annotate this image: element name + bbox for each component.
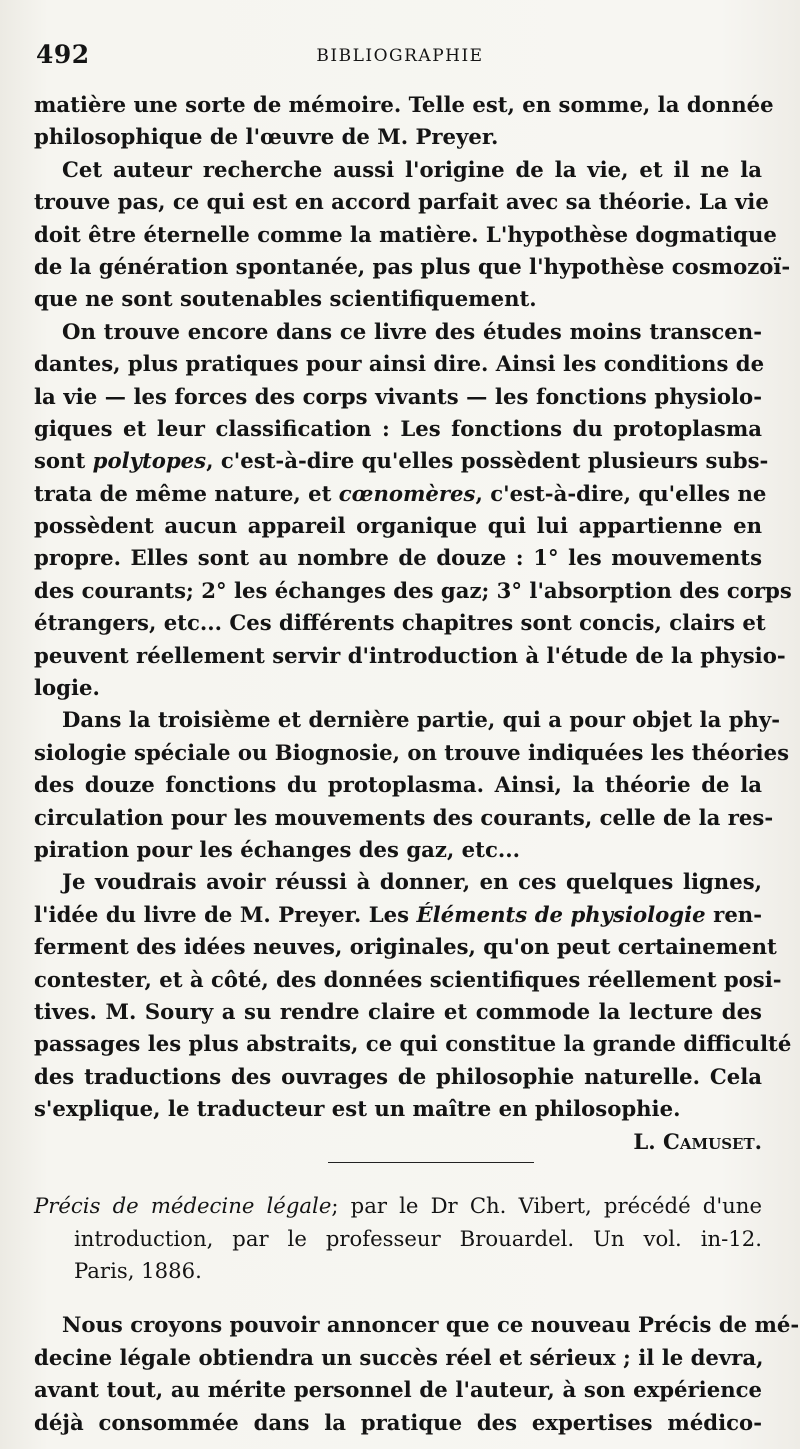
italic-book-title: Éléments de physiologie: [416, 901, 706, 927]
bibliography-entry-line: Paris, 1886.: [74, 1258, 202, 1284]
text-line: peuvent réellement servir d'introduction à l'étude de la physio-: [34, 642, 786, 668]
bibliography-text: ; par le Dr Ch. Vibert, précédé d'une: [331, 1193, 762, 1219]
spacer: [34, 1287, 762, 1309]
text-line: contester, et à côté, des données scientifiques réellement posi-: [34, 966, 782, 992]
text-line: [34, 478, 767, 510]
text-line: doit être éternelle comme la matière. L'hypothèse dogmatique: [34, 221, 777, 247]
text-line: giques et leur classification : Les fonctions du protoplasma: [34, 415, 762, 441]
text-line: Je voudrais avoir réussi à donner, en ces quelques lignes,: [62, 869, 762, 895]
reviewer-signature: L. Camuset.: [633, 1128, 762, 1154]
text-line: de la génération spontanée, pas plus que l'hypothèse cosmozoï-: [34, 253, 791, 279]
text-fragment: , c'est-à-dire, qu'elles ne: [475, 480, 767, 506]
text-fragment: trata de même nature, et: [34, 480, 339, 506]
text-fragment: , c'est-à-dire qu'elles possèdent plusieurs subs-: [206, 448, 769, 474]
text-line: trouve pas, ce qui est en accord parfait avec sa théorie. La vie: [34, 189, 769, 215]
text-line: philosophique de l'œuvre de M. Preyer.: [34, 124, 499, 150]
text-line: que ne sont soutenables scientifiquement.: [34, 286, 537, 312]
italic-term: polytopes: [92, 448, 207, 474]
text-line: ferment des idées neuves, originales, qu'on peut certainement: [34, 934, 777, 960]
text-line: avant tout, au mérite personnel de l'auteur, à son expérience: [34, 1377, 762, 1403]
text-line: déjà consommée dans la pratique des expertises médico-: [34, 1409, 762, 1435]
page-number: 492: [36, 40, 90, 69]
text-fragment: ren-: [705, 901, 762, 927]
text-fragment: l'idée du livre de M. Preyer. Les: [34, 901, 417, 927]
text-line: la vie — les forces des corps vivants — les fonctions physiolo-: [34, 383, 762, 409]
text-line: decine légale obtiendra un succès réel et sérieux ; il le devra,: [34, 1344, 764, 1370]
text-line: circulation pour les mouvements des courants, celle de la res-: [34, 804, 774, 830]
divider-rule: [328, 1162, 534, 1163]
text-line: passages les plus abstraits, ce qui constitue la grande difficulté: [34, 1031, 792, 1057]
bibliography-entry-line: [34, 1190, 762, 1222]
text-line: Dans la troisième et dernière partie, qui a pour objet la phy-: [62, 707, 781, 733]
text-line: étrangers, etc... Ces différents chapitres sont concis, clairs et: [34, 610, 766, 636]
text-line: propre. Elles sont au nombre de douze : 1° les mouvements: [34, 545, 762, 571]
text-line: tives. M. Soury a su rendre claire et commode la lecture des: [34, 998, 762, 1024]
text-line: siologie spéciale ou Biognosie, on trouve indiquées les théories: [34, 739, 790, 765]
italic-term: cœnomères: [338, 480, 476, 506]
text-line: logie.: [34, 675, 100, 701]
book-title: Précis de médecine légale: [34, 1193, 332, 1219]
text-line: s'explique, le traducteur est un maître en philosophie.: [34, 1096, 681, 1122]
text-line: Cet auteur recherche aussi l'origine de la vie, et il ne la: [62, 156, 762, 182]
text-line: piration pour les échanges des gaz, etc...: [34, 836, 520, 862]
text-line: des douze fonctions du protoplasma. Ainsi, la théorie de la: [34, 772, 762, 798]
text-line: des traductions des ouvrages de philosophie naturelle. Cela: [34, 1063, 762, 1089]
text-line: possèdent aucun appareil organique qui lui appartienne en: [34, 513, 762, 539]
bibliography-entry-line: introduction, par le professeur Brouardel. Un vol. in-12.: [74, 1225, 762, 1251]
page-header: [36, 40, 764, 76]
text-fragment: sont: [34, 448, 93, 474]
text-line: [34, 445, 769, 477]
text-line: Nous croyons pouvoir annoncer que ce nouveau Précis de mé-: [62, 1312, 800, 1338]
text-line: On trouve encore dans ce livre des études moins transcen-: [62, 318, 762, 344]
running-head: BIBLIOGRAPHIE: [316, 46, 484, 66]
section-divider: [34, 1158, 762, 1190]
text-line: matière une sorte de mémoire. Telle est, en somme, la donnée: [34, 92, 774, 117]
text-line: [34, 899, 762, 931]
text-line: des courants; 2° les échanges des gaz; 3° l'absorption des corps: [34, 577, 792, 603]
page-body: [34, 89, 800, 1439]
text-line: dantes, plus pratiques pour ainsi dire. Ainsi les conditions de: [34, 351, 765, 377]
